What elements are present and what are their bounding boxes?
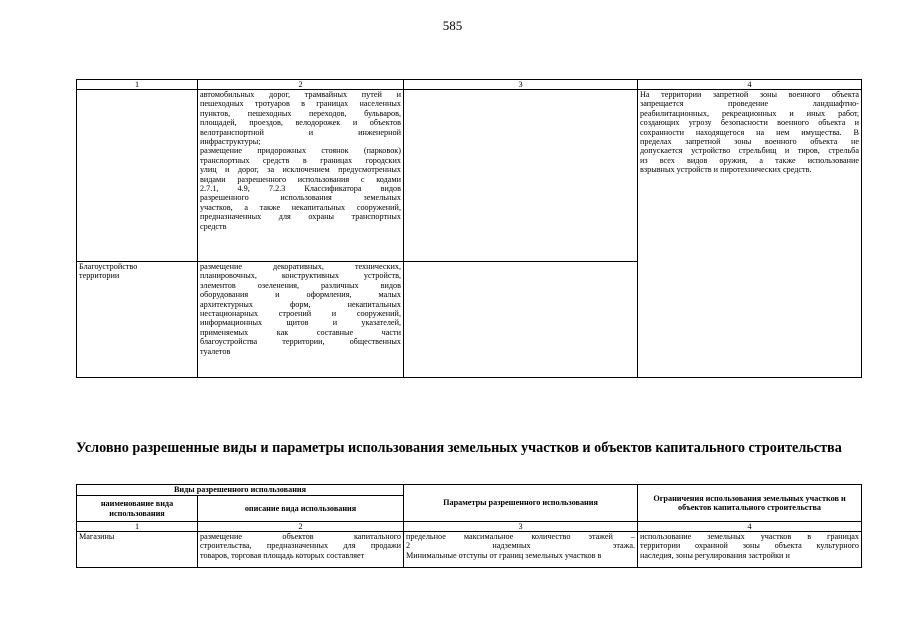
header-row bbox=[77, 485, 862, 496]
text-line: из всех видов оружия, а также использование bbox=[640, 155, 859, 165]
column-number: 1 bbox=[77, 80, 198, 90]
text-line: Минимальные отступы от границ земельных участков в bbox=[406, 550, 602, 560]
use-name-cell: Магазины bbox=[77, 532, 198, 568]
use-name-cell bbox=[77, 90, 198, 262]
text-line: нестационарных строений и сооружений, bbox=[200, 309, 401, 319]
text-line: видами разрешенного использования с кодами bbox=[200, 174, 401, 184]
column-number: 4 bbox=[638, 80, 862, 90]
header-use-description: описание вида использования bbox=[198, 496, 404, 522]
header-parameters: Параметры разрешенного использования bbox=[404, 485, 638, 522]
text-line: элементов озеленения, различных видов bbox=[200, 280, 401, 290]
parameters-cell bbox=[404, 262, 638, 378]
column-number-row bbox=[77, 80, 862, 90]
text-line: запрещается проведение ландшафтно- bbox=[640, 99, 859, 109]
text-line: товаров, торговая площадь которых составляет bbox=[200, 550, 365, 560]
text-line: реабилитационных, рекреационных и иных работ, bbox=[640, 108, 859, 118]
text-line: пределах запретной зоны военного объекта не bbox=[640, 137, 859, 147]
text-line: Благоустройство bbox=[79, 262, 138, 271]
table-row bbox=[77, 90, 862, 262]
restrictions-cell bbox=[638, 532, 862, 568]
text-line: сохранности находящегося на нем имущества. В bbox=[640, 127, 859, 137]
text-line: На территории запретной зоны военного объекта bbox=[640, 90, 859, 99]
text-line: применяемых как составные части bbox=[200, 327, 401, 337]
use-description-cell bbox=[198, 532, 404, 568]
text-line: инфраструктуры; bbox=[200, 137, 261, 147]
text-line: средств bbox=[200, 221, 227, 231]
text-line: велотранспортной и инженерной bbox=[200, 127, 401, 137]
text-line: наследия, зоны регулирования застройки и bbox=[640, 550, 790, 560]
text-line: пунктов, пешеходных переходов, бульваров, bbox=[200, 108, 401, 118]
text-line: участков, а также некапитальных сооружений, bbox=[200, 202, 401, 212]
text-line: допускается устройство стрельбищ и тиров, стрельба bbox=[640, 146, 859, 156]
text-line: разрешенного использования земельных bbox=[200, 193, 401, 203]
table-conditional-uses bbox=[76, 484, 862, 568]
text-line: территории bbox=[79, 271, 120, 281]
column-number: 2 bbox=[198, 522, 404, 532]
column-number: 3 bbox=[404, 80, 638, 90]
section-title: Условно разрешенные виды и параметры использования земельных участков и объектов капитального строительства bbox=[76, 440, 842, 456]
text-line: создающих угрозу безопасности военного объекта и bbox=[640, 118, 859, 128]
text-line: улиц и дорог, за исключением предусмотренных bbox=[200, 165, 401, 175]
parameters-cell bbox=[404, 90, 638, 262]
column-number: 1 bbox=[77, 522, 198, 532]
parameters-cell bbox=[404, 532, 638, 568]
text-line: взрывных устройств и пиротехнических средств. bbox=[640, 165, 812, 175]
text-line: строительства, предназначенных для продажи bbox=[200, 541, 402, 551]
header-restrictions: Ограничения использования земельных участков и объектов капитального строительства bbox=[638, 485, 862, 522]
table-row bbox=[77, 532, 862, 568]
page-number: 585 bbox=[442, 18, 463, 33]
use-name-cell bbox=[77, 262, 198, 378]
text-line: оборудования и оформления, малых bbox=[200, 290, 401, 300]
text-line: архитектурных форм, некапитальных bbox=[200, 299, 401, 309]
text-line: размещение декоративных, технических, bbox=[200, 262, 401, 271]
restrictions-cell bbox=[638, 90, 862, 378]
text-line: предназначенных для охраны транспортных bbox=[200, 212, 401, 222]
header-permitted-uses: Виды разрешенного использования bbox=[77, 485, 404, 496]
text-line: использование земельных участков в границах bbox=[640, 532, 860, 541]
text-line: размещение объектов капитального bbox=[200, 532, 402, 541]
text-line: благоустройства территории, общественных bbox=[200, 337, 401, 347]
use-description-cell bbox=[198, 262, 404, 378]
column-number-row bbox=[77, 522, 862, 532]
text-line: планировочных, конструктивных устройств, bbox=[200, 271, 401, 281]
text-line: пешеходных тротуаров в границах населенных bbox=[200, 99, 401, 109]
column-number: 2 bbox=[198, 80, 404, 90]
table-permitted-uses-continued bbox=[76, 79, 862, 378]
text-line: размещение придорожных стоянок (парковок) bbox=[200, 146, 401, 156]
text-line: 2.7.1, 4.9, 7.2.3 Классификатора видов bbox=[200, 184, 401, 194]
text-line: 2 надземных этажа. bbox=[406, 541, 636, 551]
text-line: территории охранной зоны объекта культурного bbox=[640, 541, 860, 551]
text-line: площадей, проездов, велодорожек и объектов bbox=[200, 118, 401, 128]
text-line: туалетов bbox=[200, 346, 231, 356]
header-use-name: наименование вида использования bbox=[77, 496, 198, 522]
text-line: информационных щитов и указателей, bbox=[200, 318, 401, 328]
text-line: предельное максимальное количество этажей – bbox=[406, 532, 636, 541]
text-line: автомобильных дорог, трамвайных путей и bbox=[200, 90, 401, 99]
column-number: 4 bbox=[638, 522, 862, 532]
text-line: транспортных средств в границах городских bbox=[200, 155, 401, 165]
column-number: 3 bbox=[404, 522, 638, 532]
use-description-cell bbox=[198, 90, 404, 262]
